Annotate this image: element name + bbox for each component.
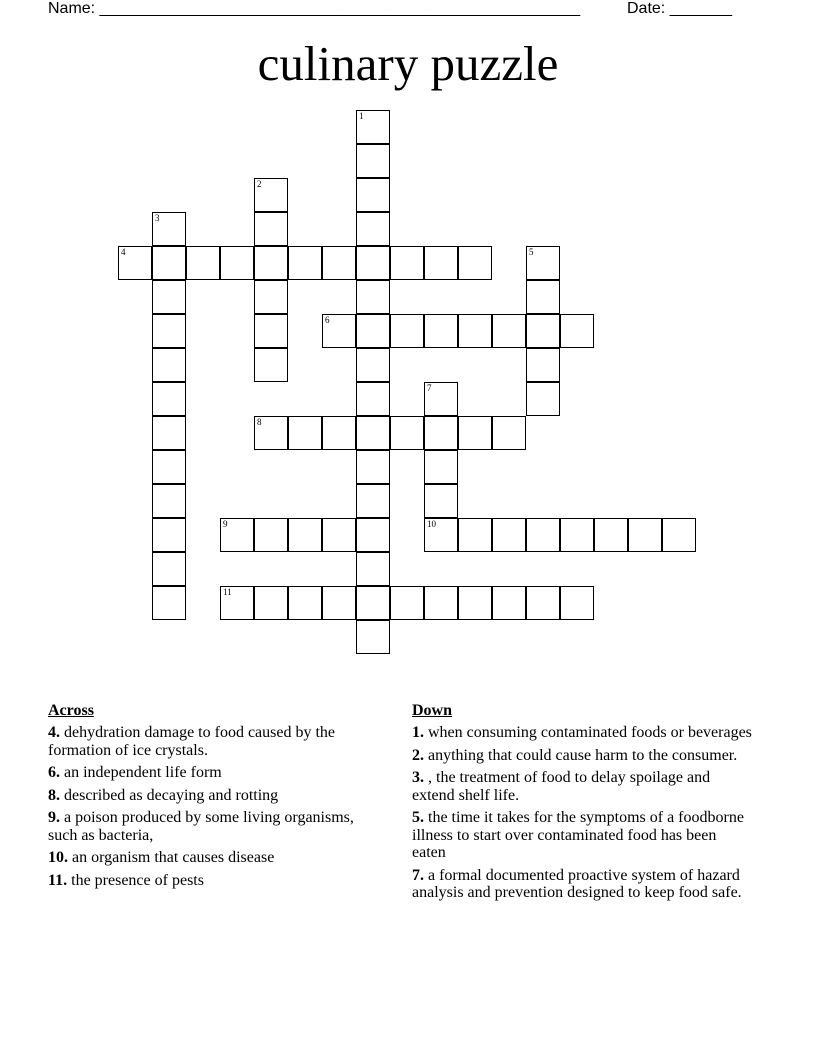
- clue-text: , the treatment of food to delay spoilage and extend shelf life.: [412, 769, 711, 804]
- clue-number: 2.: [412, 746, 424, 764]
- grid-cell[interactable]: [152, 484, 186, 518]
- grid-cell[interactable]: [356, 382, 390, 416]
- grid-cell[interactable]: [356, 450, 390, 484]
- grid-cell[interactable]: [356, 178, 390, 212]
- clue-text: a formal documented proactive system of hazard analysis and prevention designed to keep food safe.: [412, 866, 742, 901]
- clue-number: 9: [223, 519, 228, 529]
- clue-number: 7.: [412, 866, 424, 884]
- grid-cell[interactable]: [458, 314, 492, 348]
- grid-cell[interactable]: [560, 586, 594, 620]
- down-heading: Down: [412, 702, 453, 719]
- across-clue: [48, 849, 378, 867]
- clue-text: an independent life form: [60, 764, 222, 781]
- across-clue-list: [48, 724, 378, 889]
- clue-text: anything that could cause harm to the consumer.: [424, 746, 738, 764]
- clue-text: the time it takes for the symptoms of a foodborne illness to start over contaminated food has been eaten: [412, 809, 744, 861]
- grid-cell[interactable]: [526, 382, 560, 416]
- grid-cell[interactable]: [254, 348, 288, 382]
- grid-cell[interactable]: [526, 348, 560, 382]
- grid-cell[interactable]: [356, 212, 390, 246]
- clue-number: 3.: [412, 769, 424, 786]
- down-clue: [412, 747, 752, 765]
- grid-cell[interactable]: [152, 382, 186, 416]
- grid-cell[interactable]: [322, 246, 356, 280]
- across-heading: Across: [48, 702, 94, 719]
- grid-cell[interactable]: [424, 586, 458, 620]
- clue-text: an organism that causes disease: [68, 849, 275, 866]
- grid-cell[interactable]: [322, 586, 356, 620]
- grid-cell[interactable]: [526, 586, 560, 620]
- grid-cell[interactable]: [356, 518, 390, 552]
- clue-text: when consuming contaminated foods or beverages: [424, 724, 752, 741]
- down-clue: [412, 867, 752, 902]
- grid-cell[interactable]: [424, 518, 458, 552]
- grid-cell[interactable]: [356, 246, 390, 280]
- grid-cell[interactable]: [390, 416, 424, 450]
- grid-cell[interactable]: [628, 518, 662, 552]
- clue-number: 5.: [412, 809, 424, 826]
- grid-cell[interactable]: [356, 586, 390, 620]
- page-title: culinary puzzle: [257, 36, 559, 91]
- grid-cell[interactable]: [254, 518, 288, 552]
- grid-cell[interactable]: [254, 586, 288, 620]
- grid-cell[interactable]: [424, 450, 458, 484]
- grid-cell[interactable]: [356, 110, 390, 144]
- grid-cell[interactable]: [254, 246, 288, 280]
- down-clue: [412, 809, 752, 862]
- clue-number: 10.: [48, 849, 68, 866]
- grid-cell[interactable]: [594, 518, 628, 552]
- grid-cell[interactable]: [390, 246, 424, 280]
- clue-number: 7: [427, 383, 432, 393]
- grid-cell[interactable]: [152, 518, 186, 552]
- down-clue-list: [412, 724, 752, 902]
- grid-cell[interactable]: [254, 314, 288, 348]
- grid-cell[interactable]: [356, 280, 390, 314]
- clue-number: 6: [325, 315, 330, 325]
- grid-cell[interactable]: [288, 586, 322, 620]
- grid-cell[interactable]: [288, 518, 322, 552]
- grid-cell[interactable]: [526, 314, 560, 348]
- grid-cell[interactable]: [526, 280, 560, 314]
- grid-cell[interactable]: [526, 246, 560, 280]
- grid-cell[interactable]: [152, 212, 186, 246]
- clue-number: 11.: [48, 871, 68, 889]
- grid-cell[interactable]: [152, 552, 186, 586]
- grid-cell[interactable]: [356, 620, 390, 654]
- clue-number: 1: [359, 111, 364, 121]
- grid-cell[interactable]: [424, 416, 458, 450]
- grid-cell[interactable]: [492, 416, 526, 450]
- date-field-label: Date: _______: [627, 0, 732, 17]
- grid-cell[interactable]: [322, 518, 356, 552]
- grid-cell[interactable]: [424, 382, 458, 416]
- clue-text: dehydration damage to food caused by the formation of ice crystals.: [48, 724, 336, 759]
- grid-cell[interactable]: [186, 246, 220, 280]
- clue-number: 6.: [48, 764, 60, 781]
- grid-cell[interactable]: [152, 348, 186, 382]
- grid-cell[interactable]: [356, 314, 390, 348]
- across-clue: [48, 872, 378, 890]
- grid-cell[interactable]: [424, 314, 458, 348]
- clue-text: described as decaying and rotting: [60, 786, 279, 804]
- grid-cell[interactable]: [322, 314, 356, 348]
- grid-cell[interactable]: [220, 518, 254, 552]
- grid-cell[interactable]: [356, 484, 390, 518]
- clue-number: 4: [121, 247, 126, 257]
- clue-number: 8.: [48, 786, 60, 804]
- grid-cell[interactable]: [356, 144, 390, 178]
- across-clue: [48, 764, 378, 782]
- grid-cell[interactable]: [288, 416, 322, 450]
- grid-cell[interactable]: [152, 246, 186, 280]
- across-clues: [48, 702, 378, 894]
- clue-number: 9.: [48, 809, 60, 826]
- clue-number: 1.: [412, 724, 424, 741]
- down-clue: [412, 724, 752, 742]
- grid-cell[interactable]: [458, 586, 492, 620]
- grid-cell[interactable]: [152, 416, 186, 450]
- grid-cell[interactable]: [492, 314, 526, 348]
- clue-number: 2: [257, 179, 262, 189]
- grid-cell[interactable]: [458, 518, 492, 552]
- grid-cell[interactable]: [492, 518, 526, 552]
- across-clue: [48, 809, 378, 844]
- grid-cell[interactable]: [356, 416, 390, 450]
- grid-cell[interactable]: [390, 314, 424, 348]
- grid-cell[interactable]: [254, 416, 288, 450]
- header: [48, 0, 748, 22]
- grid-cell[interactable]: [254, 178, 288, 212]
- grid-cell[interactable]: [152, 314, 186, 348]
- grid-cell[interactable]: [560, 314, 594, 348]
- grid-cell[interactable]: [560, 518, 594, 552]
- grid-cell[interactable]: [424, 246, 458, 280]
- down-clue: [412, 769, 752, 804]
- grid-cell[interactable]: [458, 416, 492, 450]
- grid-cell[interactable]: [492, 586, 526, 620]
- name-field-label: Name: ______________________________________________________: [48, 0, 581, 17]
- clue-text: the presence of pests: [67, 871, 204, 889]
- grid-cell[interactable]: [118, 246, 152, 280]
- grid-cell[interactable]: [254, 280, 288, 314]
- clue-number: 5: [529, 247, 534, 257]
- grid-cell[interactable]: [152, 280, 186, 314]
- clue-number: 3: [155, 213, 160, 223]
- grid-cell[interactable]: [424, 484, 458, 518]
- grid-cell[interactable]: [390, 586, 424, 620]
- grid-cell[interactable]: [220, 246, 254, 280]
- across-clue: [48, 724, 378, 759]
- clue-number: 8: [257, 417, 262, 427]
- grid-cell[interactable]: [322, 416, 356, 450]
- grid-cell[interactable]: [526, 518, 560, 552]
- clue-number: 4.: [48, 724, 60, 741]
- across-clue: [48, 787, 378, 805]
- grid-cell[interactable]: [152, 586, 186, 620]
- grid-cell[interactable]: [288, 246, 322, 280]
- clue-text: a poison produced by some living organisms, such as bacteria,: [48, 809, 354, 844]
- grid-cell[interactable]: [220, 586, 254, 620]
- grid-cell[interactable]: [356, 552, 390, 586]
- grid-cell[interactable]: [356, 348, 390, 382]
- grid-cell[interactable]: [152, 450, 186, 484]
- clue-number: 10: [427, 519, 436, 529]
- grid-cell[interactable]: [254, 212, 288, 246]
- grid-cell[interactable]: [662, 518, 696, 552]
- grid-cell[interactable]: [458, 246, 492, 280]
- down-clues: [412, 702, 752, 907]
- clue-number: 11: [223, 587, 232, 597]
